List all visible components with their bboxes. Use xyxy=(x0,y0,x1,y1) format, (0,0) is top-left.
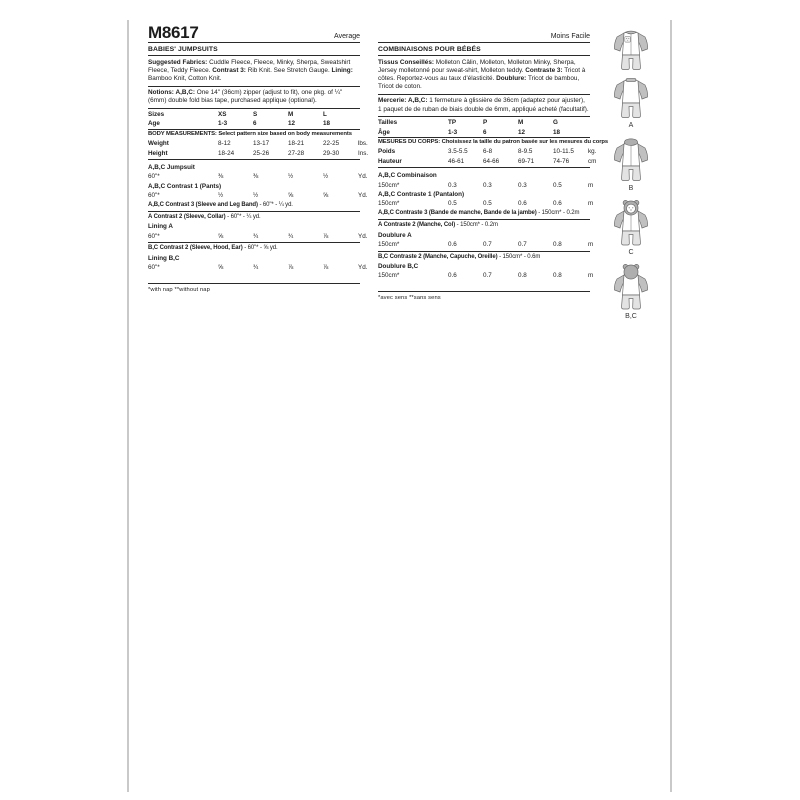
size-value: S xyxy=(253,111,258,119)
yardage-item-value: - 150cm* - 0.2m xyxy=(455,222,498,229)
yardage-value: ⅜ xyxy=(253,173,259,181)
title-english: BABIES' JUMPSUITS xyxy=(148,43,360,56)
fabric-width-label: 60"* xyxy=(148,232,160,240)
yardage-value: 0.8 xyxy=(518,272,527,280)
yardage-value: ⅝ xyxy=(218,264,224,272)
size-value: P xyxy=(483,119,488,127)
page-right-fold-rule xyxy=(670,20,672,792)
view-c-illustration xyxy=(606,199,656,257)
yardage-unit: Yd. xyxy=(358,232,368,240)
jumpsuit-back-drawing xyxy=(611,72,651,120)
yardage-view-heading: Lining A xyxy=(148,223,173,231)
yardage-single-line xyxy=(378,209,590,220)
english-column xyxy=(148,23,369,293)
yardage-row xyxy=(378,199,594,208)
yardage-view-heading: A,B,C Combinaison xyxy=(378,172,437,180)
footnote-block-english xyxy=(148,283,360,293)
weight-value: 3.5-5.5 xyxy=(448,148,468,156)
age-value: 1-3 xyxy=(448,128,458,136)
yardage-value: ½ xyxy=(253,192,259,200)
yardage-view-heading: A,B,C Contraste 1 (Pantalon) xyxy=(378,191,465,199)
age-value: 18 xyxy=(323,120,331,128)
height-value: 18-24 xyxy=(218,149,235,157)
suggested-fabrics-french: Tissus Conseillés: Molleton Câlin, Molleton, Molleton Minky, Sherpa, Jersey molletonné pour sweat-shirt, Molleton teddy. Contraste 3: Tricot à côtes. Reportez-vous au taux d'élasticité. Doublure: Tricot de bambou, Tricot de coton. xyxy=(378,56,590,95)
yardage-item-name: A,B,C Contrast 3 (Sleeve and Leg Band) xyxy=(148,201,258,208)
size-table-french xyxy=(378,117,609,168)
yardage-value: 0.5 xyxy=(448,200,457,208)
yardage-value: ¾ xyxy=(288,232,294,240)
yardage-value: ¾ xyxy=(253,232,259,240)
view-a-back-illustration xyxy=(606,72,656,130)
height-label: Hauteur xyxy=(378,157,402,165)
yardage-value: ⅞ xyxy=(288,264,294,272)
yardage-value: 0.8 xyxy=(553,272,562,280)
weight-value: 10-11.5 xyxy=(553,148,574,156)
yardage-unit: Yd. xyxy=(358,192,368,200)
jumpsuit-front-drawing xyxy=(611,24,651,72)
fabric-width-label: 150cm* xyxy=(378,181,400,189)
animal-hood-jumpsuit-front-drawing xyxy=(611,199,651,247)
weight-unit: kg. xyxy=(588,148,597,156)
height-row xyxy=(148,149,369,160)
fabric-width-label: 150cm* xyxy=(378,272,400,280)
size-value: M xyxy=(288,111,294,119)
yardage-value: 0.6 xyxy=(448,241,457,249)
weight-value: 22-25 xyxy=(323,140,340,148)
weight-value: 18-21 xyxy=(288,140,305,148)
fabric-width-label: 150cm* xyxy=(378,241,400,249)
size-value: G xyxy=(553,119,558,127)
size-value: L xyxy=(323,111,327,119)
size-table-english xyxy=(148,109,369,160)
weight-value: 6-8 xyxy=(483,148,493,156)
yardage-value: ½ xyxy=(218,192,224,200)
age-row xyxy=(148,119,360,128)
title-french: COMBINAISONS POUR BÉBÉS xyxy=(378,43,590,56)
hood-up-jumpsuit-back-drawing xyxy=(611,263,651,311)
weight-label: Poids xyxy=(378,148,396,156)
yardage-value: 0.5 xyxy=(553,181,562,189)
notions-french: Mercerie: A,B,C: 1 fermeture à glissière de 36cm (adaptez pour ajuster), 1 paquet de de ruban de biais double de 6mm, appliqué acheté (facultatif). xyxy=(378,95,590,117)
sizes-row xyxy=(148,110,360,119)
yardage-value: 0.7 xyxy=(483,241,492,249)
yardage-item-value: - 60"* - ¼ yd. xyxy=(257,201,293,208)
sizes-row xyxy=(378,118,590,127)
yardage-table-french xyxy=(378,171,594,280)
yardage-item-name: A Contrast 2 (Sleeve, Collar) xyxy=(148,214,226,221)
fabric-width-label: 60"* xyxy=(148,192,160,200)
yardage-value: ¾ xyxy=(253,264,259,272)
yardage-row xyxy=(378,271,594,280)
weight-row xyxy=(148,139,368,148)
height-unit: cm xyxy=(588,157,597,165)
yardage-value: 0.7 xyxy=(518,241,527,249)
age-label: Age xyxy=(148,120,160,128)
sizes-label: Tailles xyxy=(378,119,398,127)
yardage-value: ⅝ xyxy=(218,232,224,240)
yardage-value: ½ xyxy=(323,173,329,181)
yardage-row xyxy=(148,232,368,243)
yardage-item-name: B,C Contrast 2 (Sleeve, Hood, Ear) xyxy=(148,245,243,252)
height-value: 27-28 xyxy=(288,149,305,157)
sizes-label: Sizes xyxy=(148,111,165,119)
age-value: 12 xyxy=(288,120,296,128)
nap-footnote-french: *avec sens **sans sens xyxy=(378,294,441,301)
yardage-view-heading: Doublure A xyxy=(378,231,412,239)
yardage-item-value: - 150cm* - 0.6m xyxy=(497,253,541,260)
weight-value: 8-9.5 xyxy=(518,148,533,156)
height-value: 25-26 xyxy=(253,149,270,157)
yardage-item-value: - 150cm* - 0.2m xyxy=(536,209,580,216)
size-value: M xyxy=(518,119,524,127)
fabric-width-label: 60"* xyxy=(148,173,160,181)
yardage-value: ⅞ xyxy=(323,264,329,272)
height-row xyxy=(378,157,597,168)
nap-footnote-english: *with nap **without nap xyxy=(148,286,210,293)
weight-label: Weight xyxy=(148,140,169,148)
garment-views-column xyxy=(606,24,656,321)
yardage-unit: m xyxy=(588,272,594,280)
yardage-value: 0.6 xyxy=(553,200,562,208)
age-row xyxy=(378,128,590,137)
french-column xyxy=(378,25,609,301)
yardage-view-heading: A,B,C Contrast 1 (Pants) xyxy=(148,182,222,190)
yardage-view-heading: Doublure B,C xyxy=(378,262,419,270)
hooded-jumpsuit-front-drawing xyxy=(611,135,651,183)
yardage-value: ⅜ xyxy=(218,173,224,181)
weight-row xyxy=(378,147,597,156)
yardage-view-heading: Lining B,C xyxy=(148,254,180,262)
yardage-value: ⅞ xyxy=(323,232,329,240)
yardage-single-line xyxy=(378,221,590,230)
yardage-item-value: - 60"* - ⅝ yd. xyxy=(242,245,278,252)
height-value: 69-71 xyxy=(518,157,535,165)
figure-label-bc: B,C xyxy=(625,313,637,320)
figure-label-c: C xyxy=(628,249,634,256)
yardage-unit: m xyxy=(588,241,594,249)
yardage-single-line xyxy=(148,201,360,212)
view-bc-back-illustration xyxy=(606,263,656,321)
yardage-unit: m xyxy=(588,181,594,189)
weight-value: 13-17 xyxy=(253,140,270,148)
height-value: 29-30 xyxy=(323,149,340,157)
footnote-block-french xyxy=(378,291,590,301)
yardage-value: 0.3 xyxy=(483,181,492,189)
age-label: Âge xyxy=(378,128,390,136)
masthead-french xyxy=(378,25,590,43)
age-value: 12 xyxy=(518,128,526,136)
age-value: 6 xyxy=(253,120,257,128)
height-unit: Ins. xyxy=(358,149,369,157)
yardage-row xyxy=(148,172,368,181)
figure-label-a: A xyxy=(628,122,634,129)
difficulty-rating-french: Moins Facile xyxy=(550,33,590,40)
masthead-english xyxy=(148,25,360,43)
yardage-value: 0.5 xyxy=(483,200,492,208)
suggested-fabrics-english: Suggested Fabrics: Cuddle Fleece, Fleece, Minky, Sherpa, Sweatshirt Fleece, Teddy Fleece. Contrast 3: Rib Knit. See Stretch Gauge. Lining: Bamboo Knit, Cotton Knit. xyxy=(148,56,360,87)
weight-unit: lbs. xyxy=(358,140,368,148)
yardage-value: 0.6 xyxy=(518,200,527,208)
yardage-item-name: A Contraste 2 (Manche, Col) xyxy=(378,222,456,229)
yardage-single-line xyxy=(148,213,360,222)
yardage-value: 0.6 xyxy=(448,272,457,280)
size-value: XS xyxy=(218,111,227,119)
yardage-item-name: A,B,C Contraste 3 (Bande de manche, Bande de la jambe) xyxy=(378,209,537,216)
height-value: 74-76 xyxy=(553,157,570,165)
yardage-table-english xyxy=(148,163,368,272)
yardage-view-heading: A,B,C Jumpsuit xyxy=(148,164,195,172)
view-b-illustration xyxy=(606,135,656,193)
body-measurements-note: BODY MEASUREMENTS: Select pattern size based on body measurements xyxy=(148,130,352,137)
fabric-width-label: 60"* xyxy=(148,264,160,272)
age-value: 6 xyxy=(483,128,487,136)
age-value: 18 xyxy=(553,128,561,136)
height-value: 46-61 xyxy=(448,157,465,165)
page-left-fold-rule xyxy=(127,20,129,792)
yardage-unit: Yd. xyxy=(358,173,368,181)
height-value: 64-66 xyxy=(483,157,500,165)
yardage-value: ⅝ xyxy=(288,192,294,200)
yardage-row xyxy=(148,263,368,272)
notions-english: Notions: A,B,C: One 14" (36cm) zipper (adjust to fit), one pkg. of ¼" (6mm) double fold bias tape, purchased applique (optional). xyxy=(148,87,360,109)
view-a-front-illustration xyxy=(606,24,656,72)
yardage-row xyxy=(378,181,594,190)
yardage-value: 0.3 xyxy=(518,181,527,189)
age-value: 1-3 xyxy=(218,120,228,128)
yardage-single-line xyxy=(378,253,590,262)
yardage-single-line xyxy=(148,244,360,253)
yardage-value: 0.3 xyxy=(448,181,457,189)
pattern-number: M8617 xyxy=(148,23,199,42)
yardage-unit: Yd. xyxy=(358,264,368,272)
yardage-row xyxy=(378,240,594,251)
yardage-value: 0.7 xyxy=(483,272,492,280)
yardage-item-value: - 60"* - ¼ yd. xyxy=(225,214,261,221)
yardage-value: 0.8 xyxy=(553,241,562,249)
fabric-width-label: 150cm* xyxy=(378,200,400,208)
yardage-value: ⅝ xyxy=(323,192,329,200)
yardage-value: ½ xyxy=(288,173,294,181)
body-measurements-note: MESURES DU CORPS: Choisissez la taille du patron basée sur les mesures du corps xyxy=(378,139,609,146)
height-label: Height xyxy=(148,149,168,157)
weight-value: 8-12 xyxy=(218,140,231,148)
yardage-item-name: B,C Contraste 2 (Manche, Capuche, Oreille) xyxy=(378,253,498,260)
yardage-row xyxy=(148,191,368,200)
figure-label-b: B xyxy=(628,185,634,192)
difficulty-rating-english: Average xyxy=(334,33,360,40)
size-value: TP xyxy=(448,119,457,127)
yardage-unit: m xyxy=(588,200,594,208)
